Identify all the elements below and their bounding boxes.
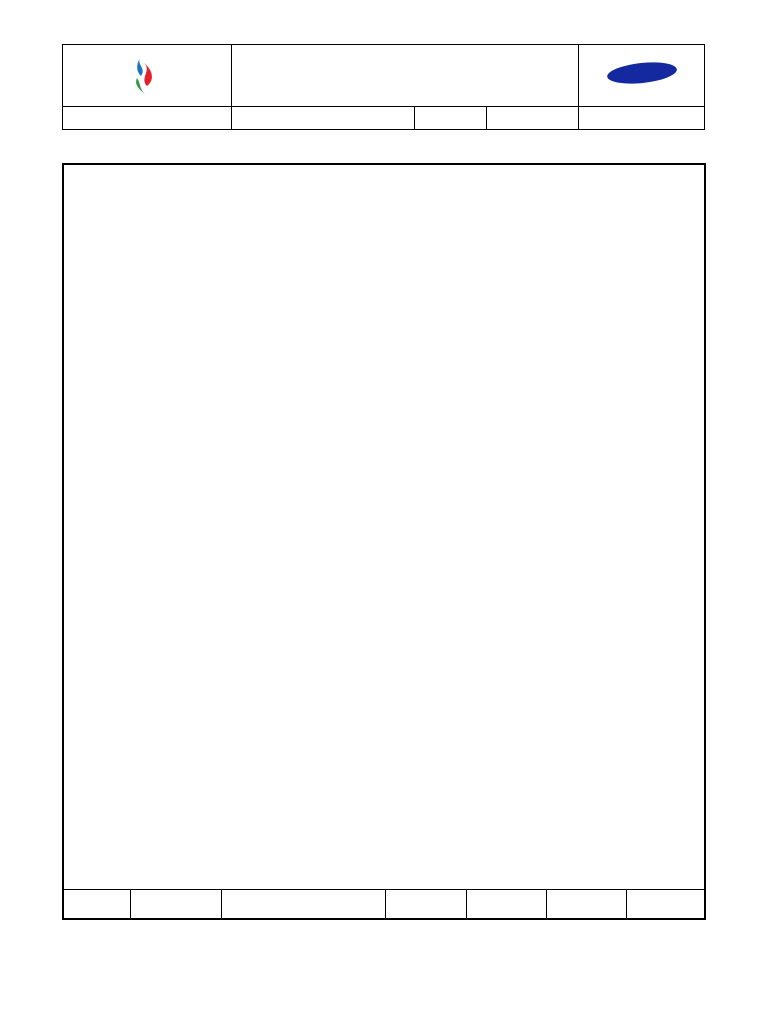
page-number bbox=[487, 106, 579, 129]
revision-header-row bbox=[64, 890, 704, 919]
socar-flame-icon bbox=[131, 54, 159, 96]
socar-logo-cell bbox=[63, 45, 232, 107]
contract-number bbox=[579, 106, 705, 129]
document-header bbox=[62, 44, 705, 130]
samsung-logo-cell bbox=[579, 45, 705, 107]
doc-number bbox=[232, 106, 415, 129]
header-prepared-by bbox=[385, 890, 466, 919]
header-reviewed-by bbox=[466, 890, 546, 919]
project-title-cell bbox=[232, 45, 579, 107]
samsung-logo-icon bbox=[606, 61, 678, 85]
socar-logo bbox=[63, 54, 231, 96]
header-date bbox=[130, 890, 221, 919]
header-approved-by bbox=[546, 890, 626, 919]
header-description bbox=[221, 890, 385, 919]
header-blank-cell bbox=[63, 106, 232, 129]
header-pm bbox=[626, 890, 704, 919]
revision-table bbox=[64, 889, 704, 918]
header-rev bbox=[64, 890, 130, 919]
samsung-engineering-logo bbox=[579, 61, 704, 89]
cover-page-box bbox=[62, 163, 706, 920]
revision-label bbox=[415, 106, 487, 129]
